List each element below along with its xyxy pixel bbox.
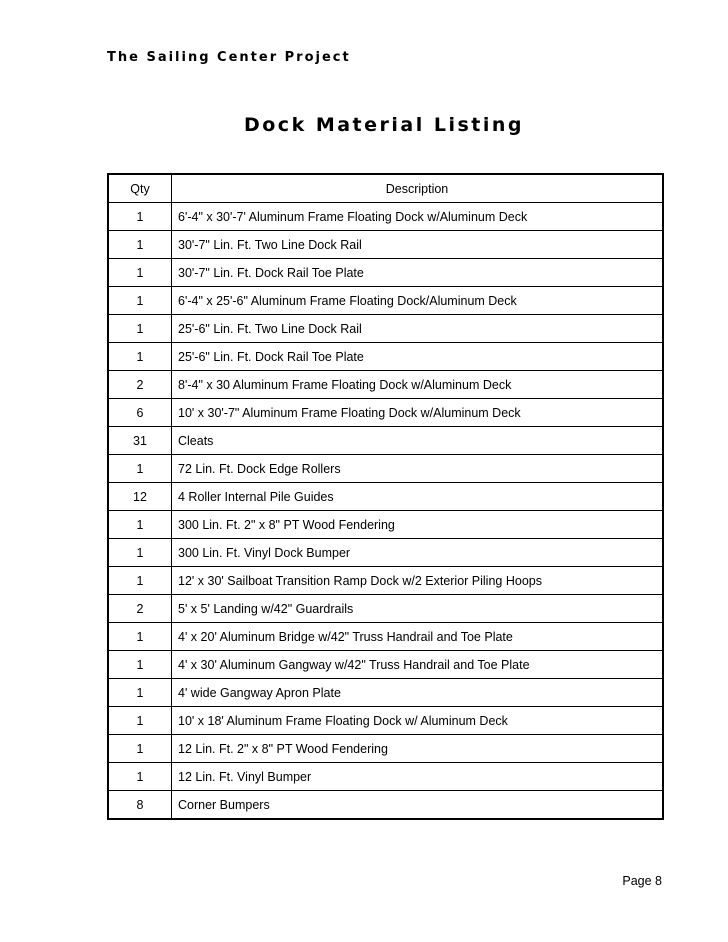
table-row [108,231,663,259]
qty-column-header: Qty [108,174,172,203]
description-cell: 4' x 30' Aluminum Gangway w/42" Truss Handrail and Toe Plate [172,651,664,679]
description-cell: 72 Lin. Ft. Dock Edge Rollers [172,455,664,483]
table-row [108,259,663,287]
qty-cell: 31 [108,427,172,455]
qty-cell: 1 [108,539,172,567]
description-cell: 8'-4" x 30 Aluminum Frame Floating Dock w/Aluminum Deck [172,371,664,399]
qty-cell: 1 [108,623,172,651]
table-row [108,315,663,343]
table-row [108,371,663,399]
qty-cell: 1 [108,287,172,315]
qty-cell: 1 [108,651,172,679]
description-cell: 30'-7" Lin. Ft. Dock Rail Toe Plate [172,259,664,287]
qty-cell: 1 [108,763,172,791]
qty-cell: 1 [108,735,172,763]
qty-cell: 1 [108,203,172,231]
description-cell: 12' x 30' Sailboat Transition Ramp Dock w/2 Exterior Piling Hoops [172,567,664,595]
page-number: Page 8 [622,874,662,888]
page-title: Dock Material Listing [243,114,525,136]
table-row [108,763,663,791]
table-header-row [108,174,663,203]
table-row [108,539,663,567]
description-cell: 4' x 20' Aluminum Bridge w/42" Truss Handrail and Toe Plate [172,623,664,651]
description-cell: 12 Lin. Ft. Vinyl Bumper [172,763,664,791]
table-row [108,343,663,371]
description-cell: 300 Lin. Ft. 2" x 8" PT Wood Fendering [172,511,664,539]
qty-cell: 1 [108,707,172,735]
description-cell: 4 Roller Internal Pile Guides [172,483,664,511]
qty-cell: 1 [108,567,172,595]
table-row [108,455,663,483]
description-cell: 5' x 5' Landing w/42" Guardrails [172,595,664,623]
description-cell: 300 Lin. Ft. Vinyl Dock Bumper [172,539,664,567]
description-cell: 25'-6" Lin. Ft. Dock Rail Toe Plate [172,343,664,371]
table-row [108,483,663,511]
material-table [107,173,664,820]
qty-cell: 1 [108,679,172,707]
description-cell: 6'-4" x 30'-7' Aluminum Frame Floating Dock w/Aluminum Deck [172,203,664,231]
description-column-header: Description [172,174,664,203]
qty-cell: 6 [108,399,172,427]
description-cell: 4' wide Gangway Apron Plate [172,679,664,707]
qty-cell: 1 [108,315,172,343]
qty-cell: 1 [108,259,172,287]
qty-cell: 12 [108,483,172,511]
qty-cell: 8 [108,791,172,820]
table-row [108,651,663,679]
table-row [108,427,663,455]
description-cell: 10' x 30'-7" Aluminum Frame Floating Dock w/Aluminum Deck [172,399,664,427]
description-cell: 6'-4" x 25'-6" Aluminum Frame Floating Dock/Aluminum Deck [172,287,664,315]
qty-cell: 1 [108,343,172,371]
table-row [108,679,663,707]
table-row [108,623,663,651]
table-row [108,595,663,623]
table-row [108,567,663,595]
qty-cell: 1 [108,511,172,539]
description-cell: Corner Bumpers [172,791,664,820]
table-row [108,791,663,820]
qty-cell: 1 [108,455,172,483]
table-row [108,203,663,231]
qty-cell: 2 [108,595,172,623]
table-row [108,511,663,539]
table-row [108,735,663,763]
description-cell: 30'-7" Lin. Ft. Two Line Dock Rail [172,231,664,259]
description-cell: Cleats [172,427,664,455]
description-cell: 12 Lin. Ft. 2" x 8" PT Wood Fendering [172,735,664,763]
project-header: The Sailing Center Project [107,50,351,65]
description-cell: 10' x 18' Aluminum Frame Floating Dock w/ Aluminum Deck [172,707,664,735]
qty-cell: 2 [108,371,172,399]
table-row [108,707,663,735]
table-row [108,399,663,427]
qty-cell: 1 [108,231,172,259]
table-body [108,203,663,820]
description-cell: 25'-6" Lin. Ft. Two Line Dock Rail [172,315,664,343]
table-row [108,287,663,315]
